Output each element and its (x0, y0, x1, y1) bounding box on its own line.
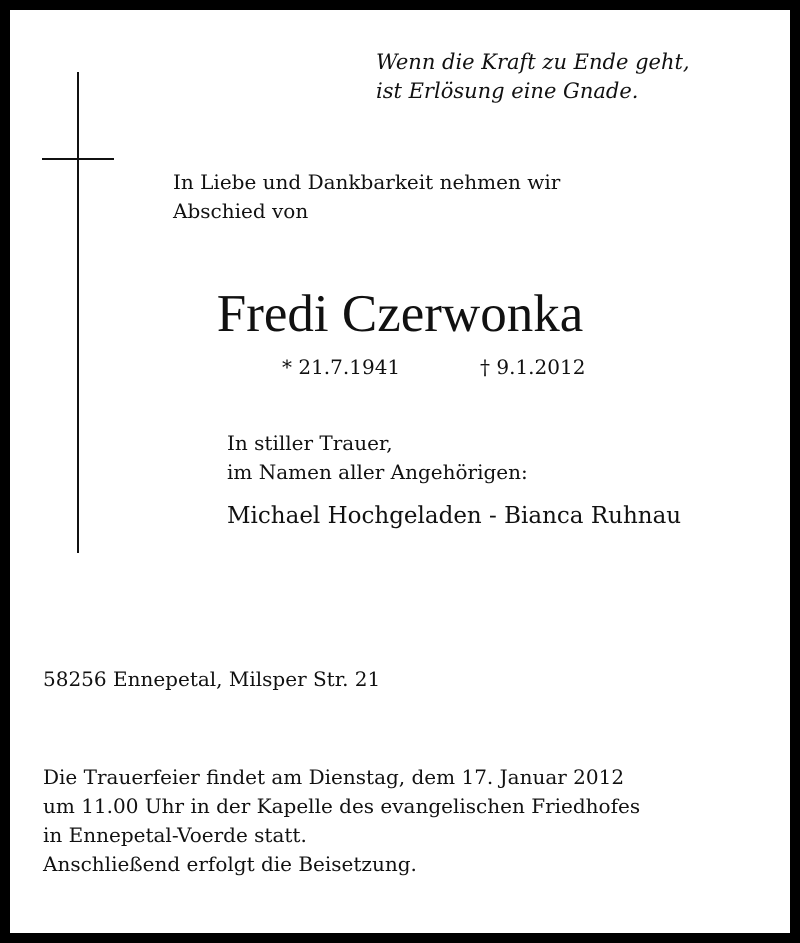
intro-line-1: In Liebe und Dankbarkeit nehmen wir (173, 170, 561, 194)
mourners-names: Michael Hochgeladen - Bianca Ruhnau (227, 503, 682, 529)
intro-text (173, 168, 560, 226)
funeral-line-2: um 11.00 Uhr in der Kapelle des evangelischen Friedhofes (43, 794, 641, 818)
mourning-text (227, 429, 528, 487)
motto-line-1: Wenn die Kraft zu Ende geht, (376, 50, 690, 74)
motto-quote (376, 48, 690, 106)
mourning-line-1: In stiller Trauer, (227, 431, 393, 455)
motto-line-2: ist Erlösung eine Gnade. (376, 79, 639, 103)
intro-line-2: Abschied von (173, 199, 309, 223)
cross-horizontal-bar (42, 158, 114, 160)
mourning-line-2: im Namen aller Angehörigen: (227, 460, 528, 484)
funeral-line-3: in Ennepetal-Voerde statt. (43, 823, 307, 847)
deceased-name: Fredi Czerwonka (216, 285, 584, 343)
funeral-line-4: Anschließend erfolgt die Beisetzung. (43, 852, 417, 876)
funeral-line-1: Die Trauerfeier findet am Dienstag, dem 17. Januar 2012 (43, 765, 625, 789)
family-address: 58256 Ennepetal, Milsper Str. 21 (43, 667, 381, 691)
birth-date: * 21.7.1941 (282, 355, 401, 379)
funeral-details (43, 763, 640, 879)
death-date: † 9.1.2012 (480, 355, 586, 379)
obituary-card (10, 10, 790, 933)
